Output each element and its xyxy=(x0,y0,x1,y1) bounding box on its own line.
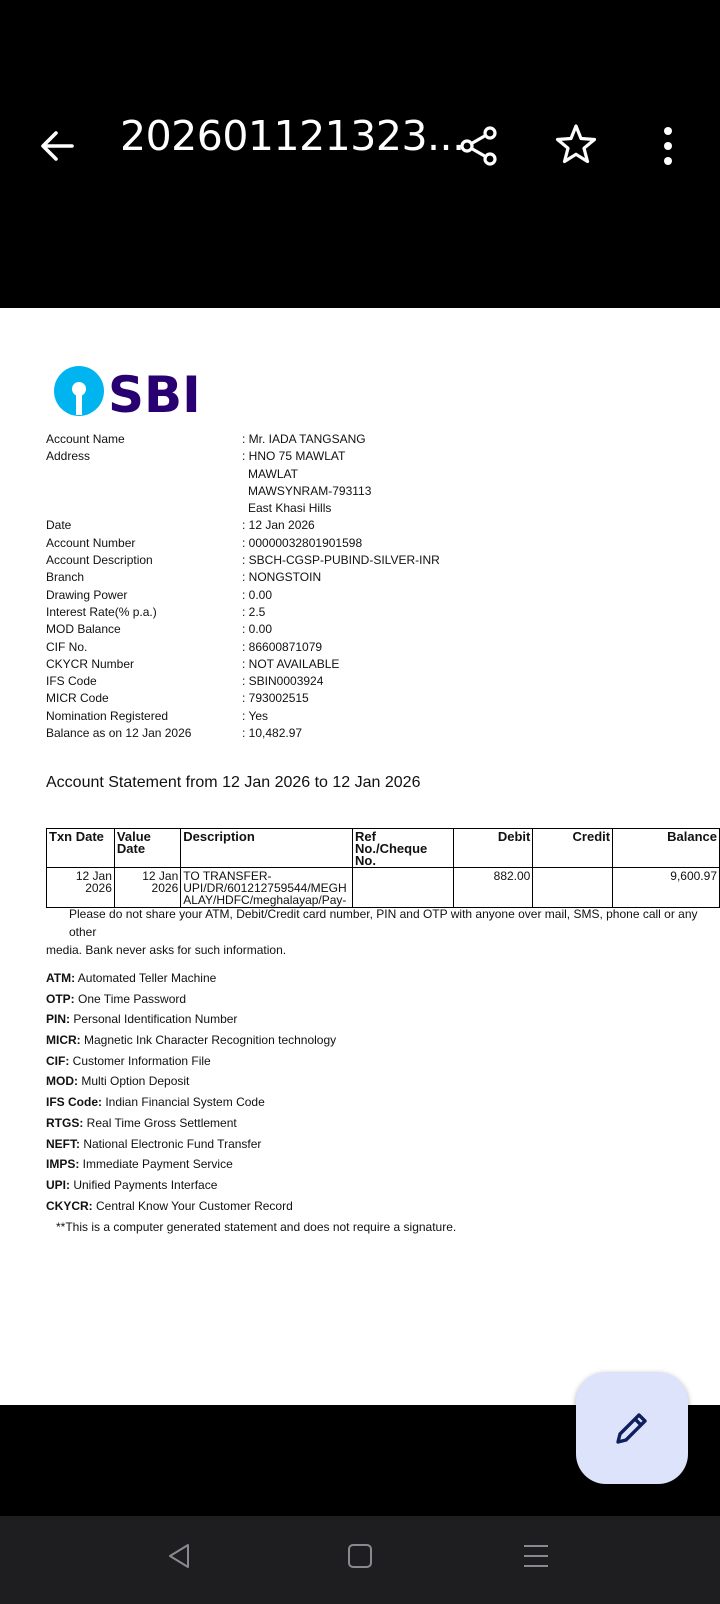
bank-name: SBI xyxy=(108,366,201,418)
info-row-drawing-power: Drawing Power : 0.00 xyxy=(46,587,273,602)
security-notice: Please do not share your ATM, Debit/Credit card number, PIN and OTP with anyone over mail, SMS, phone call or any other media. Bank never asks for such information. xyxy=(46,907,698,957)
share-icon xyxy=(458,124,502,168)
column-header: Ref No./Cheque No. xyxy=(353,829,454,868)
column-header: Description xyxy=(181,829,353,868)
info-row-ifs-code: IFS Code : SBIN0003924 xyxy=(46,674,324,689)
txn-date-cell: 12 Jan 2026 xyxy=(47,868,115,908)
info-row-ckycr-number: CKYCR Number : NOT AVAILABLE xyxy=(46,656,340,671)
document-page xyxy=(0,308,720,1405)
info-row-account-name: Account Name : Mr. IADA TANGSANG xyxy=(46,432,366,446)
computer-generated-note: **This is a computer generated statement and does not require a signature. xyxy=(56,1220,457,1234)
glossary-item: CKYCR: Central Know Your Customer Record xyxy=(46,1198,293,1213)
glossary-item: RTGS: Real Time Gross Settlement xyxy=(46,1115,237,1130)
address-line: East Khasi Hills xyxy=(248,501,332,516)
glossary-item: MOD: Multi Option Deposit xyxy=(46,1074,190,1089)
account-info xyxy=(46,431,440,742)
arrow-left-icon xyxy=(36,124,80,168)
glossary-item: OTP: One Time Password xyxy=(46,991,187,1006)
column-header: Txn Date xyxy=(47,829,115,868)
more-vert-icon xyxy=(648,124,688,168)
info-row-cif-no: CIF No. : 86600871079 xyxy=(46,639,323,654)
glossary-item: PIN: Personal Identification Number xyxy=(46,1012,238,1027)
glossary-item: MICR: Magnetic Ink Character Recognition technology xyxy=(46,1033,337,1048)
info-row-account-description: Account Description : SBCH-CGSP-PUBIND-SILVER-INR xyxy=(46,553,440,568)
transactions-table xyxy=(46,828,720,908)
back-button[interactable] xyxy=(36,124,80,168)
info-row-mod-balance: MOD Balance : 0.00 xyxy=(46,622,273,637)
nav-recents-icon xyxy=(520,1540,552,1572)
info-row-account-number: Account Number : 00000032801901598 xyxy=(46,535,363,550)
star-button[interactable] xyxy=(554,122,598,166)
statement-title: Account Statement from 12 Jan 2026 to 12 Jan 2026 xyxy=(46,774,421,791)
nav-recents-button[interactable] xyxy=(520,1540,552,1572)
nav-home-icon xyxy=(344,1540,376,1572)
info-row-nomination: Nomination Registered : Yes xyxy=(46,708,269,723)
ref-cell xyxy=(353,868,454,908)
glossary-item: IMPS: Immediate Payment Service xyxy=(46,1157,233,1172)
edit-fab[interactable] xyxy=(576,1372,688,1484)
address-line: MAWLAT xyxy=(248,466,298,481)
info-row-branch: Branch : NONGSTOIN xyxy=(46,570,322,585)
nav-back-icon xyxy=(164,1540,196,1572)
info-row-micr-code: MICR Code : 793002515 xyxy=(46,691,309,706)
top-app-bar xyxy=(0,0,720,308)
more-options-button[interactable] xyxy=(648,124,688,168)
glossary-item: NEFT: National Electronic Fund Transfer xyxy=(46,1136,262,1151)
star-icon xyxy=(554,122,598,166)
column-header: Balance xyxy=(613,829,720,868)
pencil-icon xyxy=(612,1408,652,1448)
share-button[interactable] xyxy=(458,124,502,168)
glossary-item: ATM: Automated Teller Machine xyxy=(46,971,217,985)
system-nav-bar xyxy=(0,1516,720,1604)
info-row-interest-rate: Interest Rate(% p.a.) : 2.5 xyxy=(46,604,266,619)
sbi-logo xyxy=(54,364,204,418)
balance-cell: 9,600.97 xyxy=(613,868,720,908)
glossary-item: CIF: Customer Information File xyxy=(46,1053,211,1068)
column-header: Debit xyxy=(453,829,533,868)
glossary xyxy=(46,968,336,1216)
address-line: MAWSYNRAM-793113 xyxy=(248,483,372,498)
glossary-item: UPI: Unified Payments Interface xyxy=(46,1177,218,1192)
credit-cell xyxy=(533,868,613,908)
info-row-date: Date : 12 Jan 2026 xyxy=(46,518,315,533)
info-row-address: Address : HNO 75 MAWLAT xyxy=(46,449,346,464)
table-row xyxy=(47,868,720,908)
glossary-item: IFS Code: Indian Financial System Code xyxy=(46,1095,265,1110)
debit-cell: 882.00 xyxy=(453,868,533,908)
table-header-row xyxy=(47,829,720,868)
value-date-cell: 12 Jan 2026 xyxy=(114,868,180,908)
nav-back-button[interactable] xyxy=(164,1540,196,1572)
column-header: Value Date xyxy=(114,829,180,868)
nav-home-button[interactable] xyxy=(344,1540,376,1572)
column-header: Credit xyxy=(533,829,613,868)
document-title: 202601121323... xyxy=(120,112,465,160)
description-cell: TO TRANSFER- UPI/DR/601212759544/MEGH ALAY/HDFC/meghalayap/Pay- xyxy=(181,868,353,908)
info-row-balance: Balance as on 12 Jan 2026 : 10,482.97 xyxy=(46,726,303,741)
